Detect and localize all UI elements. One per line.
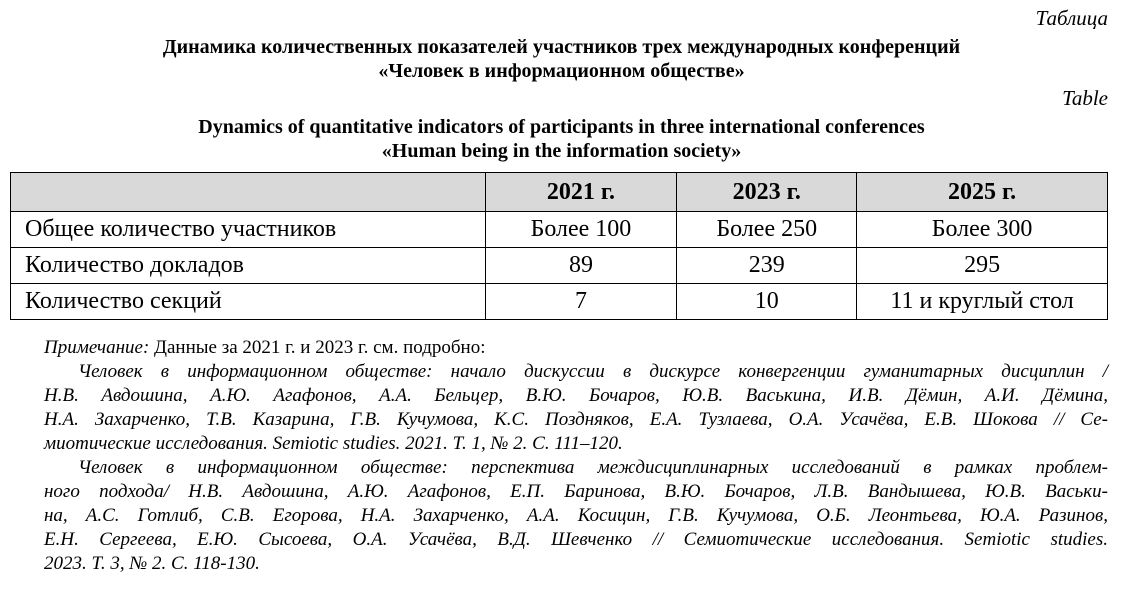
table-cell: Более 250 — [677, 212, 857, 248]
title-en — [0, 115, 1123, 163]
note-prefix: Примечание: — [44, 337, 150, 358]
header-cell-2023: 2023 г. — [677, 173, 857, 212]
table-label-en: Table — [1062, 86, 1108, 110]
note-text: Данные за 2021 г. и 2023 г. см. подробно: — [149, 337, 486, 358]
table-cell: 11 и круглый стол — [857, 284, 1108, 320]
title-en-line1: Dynamics of quantitative indicators of participants in three international conferences — [198, 116, 925, 138]
table-cell: 239 — [677, 248, 857, 284]
reference-line: Е.Н. Сергеева, Е.Ю. Сысоева, О.А. Усачёва, В.Д. Шевченко // Семиотические исследования. Semiotic studies. — [44, 529, 1108, 550]
reference-line: Человек в информационном обществе: начало дискуссии в дискурсе конвергенции гуманитарных дисциплин / — [78, 361, 1108, 382]
title-ru-line1: Динамика количественных показателей участников трех международных конференций — [162, 36, 961, 58]
reference-line: Н.В. Авдошина, А.Ю. Агафонов, А.А. Бельцер, В.Ю. Бочаров, Ю.В. Васькина, И.В. Дёмин, А.И. Дёмина, — [44, 385, 1108, 406]
notes-section — [10, 336, 1108, 576]
table-cell: 10 — [677, 284, 857, 320]
participants-table — [10, 172, 1108, 320]
table-cell: 295 — [857, 248, 1108, 284]
reference-2021 — [10, 360, 1108, 456]
header-cell-2025: 2025 г. — [857, 173, 1108, 212]
title-en-line2: «Human being in the information society» — [381, 140, 742, 162]
row-label: Количество секций — [11, 284, 486, 320]
title-ru — [0, 35, 1123, 83]
table-row — [11, 212, 1108, 248]
table-header-row — [11, 173, 1108, 212]
title-ru-line2: «Человек в информационном обществе» — [378, 60, 745, 82]
row-label: Общее количество участников — [11, 212, 486, 248]
reference-line: Человек в информационном обществе: перспектива междисциплинарных исследований в рамках проблем- — [78, 457, 1108, 478]
reference-line: на, А.С. Готлиб, С.В. Егорова, Н.А. Захарченко, А.А. Косицин, Г.В. Кучумова, О.Б. Леонтьева, Ю.А. Разинов, — [44, 505, 1108, 526]
table-cell: Более 100 — [485, 212, 677, 248]
reference-line: миотические исследования. Semiotic studies. 2021. Т. 1, № 2. С. 111–120. — [44, 433, 623, 454]
table-row — [11, 248, 1108, 284]
reference-2023 — [10, 456, 1108, 576]
table-label-ru: Таблица — [1035, 6, 1108, 30]
header-cell-2021: 2021 г. — [485, 173, 677, 212]
row-label: Количество докладов — [11, 248, 486, 284]
table-row — [11, 284, 1108, 320]
note-heading — [10, 336, 1108, 360]
reference-line: 2023. Т. 3, № 2. С. 118-130. — [44, 553, 260, 574]
header-cell-empty — [11, 173, 486, 212]
reference-line: Н.А. Захарченко, Т.В. Казарина, Г.В. Кучумова, К.С. Поздняков, Е.А. Тузлаева, О.А. Усачёва, Е.В. Шокова // Се- — [44, 409, 1108, 430]
table-cell: 7 — [485, 284, 677, 320]
table-cell: Более 300 — [857, 212, 1108, 248]
table-cell: 89 — [485, 248, 677, 284]
reference-line: ного подхода/ Н.В. Авдошина, А.Ю. Агафонов, Е.П. Баринова, В.Ю. Бочаров, Л.В. Вандышева, Ю.В. Васьки- — [44, 481, 1108, 502]
